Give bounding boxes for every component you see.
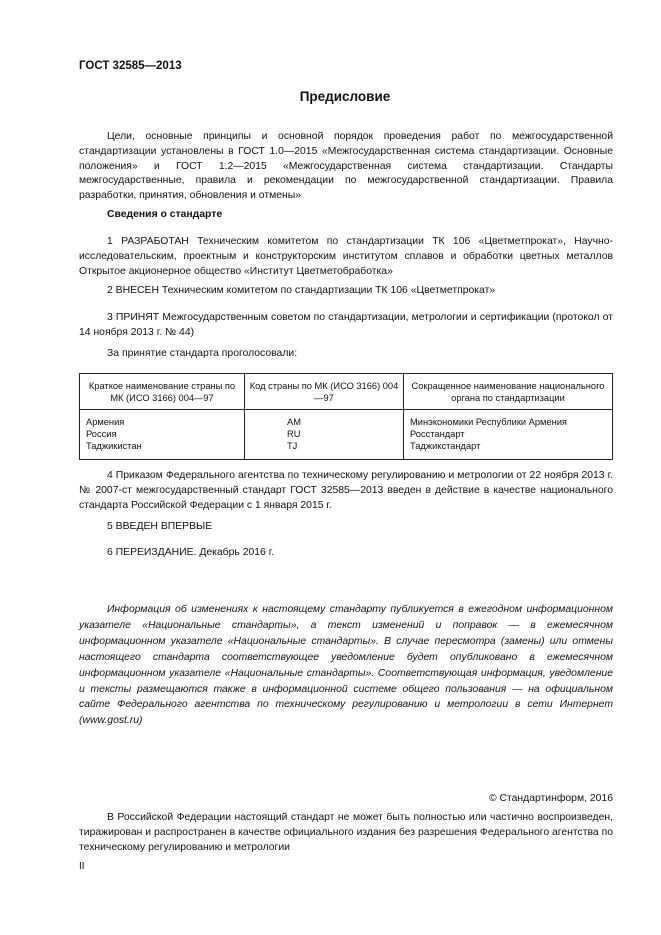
item-4-paragraph: 4 Приказом Федерального агентства по техническому регулированию и метрологии от 22 ноября 2013 г. № 2007-ст межгосударственный стандарт ГОСТ 32585—2013 введен в действие в качестве национального стандарта Российской Федерации с 1 января 2015 г. [79,470,613,511]
page-number: II [79,861,85,872]
item-3-paragraph: 3 ПРИНЯТ Межгосударственным советом по стандартизации, метрологии и сертификации (протокол от 14 ноября 2013 г. № 44) [79,312,613,338]
bodies-cell [404,410,613,460]
codes-cell [245,410,404,460]
vote-table [79,373,613,460]
item-5-paragraph: 5 ВВЕДЕН ВПЕРВЫЕ [107,521,213,532]
document-code: ГОСТ 32585—2013 [79,60,182,72]
countries-cell [80,410,245,460]
copyright-line: © Стандартинформ, 2016 [488,793,613,804]
country-name: Армения [86,417,125,427]
item-6-paragraph: 6 ПЕРЕИЗДАНИЕ. Декабрь 2016 г. [107,547,275,558]
voted-label: За принятие стандарта проголосовали: [107,348,298,359]
header-country: Краткое наименование страны по МК (ИСО 3166) 004—97 [80,374,245,410]
country-code: AM [287,417,301,427]
info-heading: Сведения о стандарте [107,209,223,220]
intro-paragraph: Цели, основные принципы и основной порядок проведения работ по межгосударственной стандартизации установлены в ГОСТ 1.0—2015 «Межгосударственная система стандартизации. Основные положения» и ГОСТ 1.2—2015 «Межгосударственная система стандартизации. Стандарты межгосударственные, правила и рекомендации по межгосударственной стандартизации. Правила разработки, принятия, обновления и отмены» [79,131,613,202]
country-code: TJ [287,441,298,451]
reproduction-notice: В Российской Федерации настоящий стандарт не может быть полностью или частично воспроизведен, тиражирован и распространен в качестве официального издания без разрешения Федерального агентства по техническому регулированию и метрологии [79,812,613,853]
standards-body: Минэкономики Республики Армения [410,417,567,427]
item-1-paragraph: 1 РАЗРАБОТАН Техническим комитетом по стандартизации ТК 106 «Цветметпрокат», Научно-исследовательским, проектным и конструкторским институтом сплавов и обработки цветных металлов Открытое акционерное общество «Институт Цветметобработка» [79,236,613,277]
vote-table-header-row [80,374,613,410]
item-2-paragraph: 2 ВНЕСЕН Техническим комитетом по стандартизации ТК 106 «Цветметпрокат» [107,285,496,296]
country-name: Россия [86,429,117,439]
header-code: Код страны по МК (ИСО 3166) 004—97 [245,374,404,410]
standards-body: Росстандарт [410,429,465,439]
country-name: Таджикистан [86,441,142,451]
country-code: RU [287,429,301,439]
header-body: Сокращенное наименование национального органа по стандартизации [404,374,613,410]
page-title: Предисловие [299,89,391,104]
vote-table-row [80,410,613,460]
standards-body: Таджикстандарт [410,441,481,451]
notice-paragraph: Информация об изменениях к настоящему стандарту публикуется в ежегодном информационном указателе «Национальные стандарты», а текст изменений и поправок — в ежемесячном информационном указателе «Национальные стандарты». В случае пересмотра (замены) или отмены настоящего стандарта соответствующее уведомление будет опубликовано в ежемесячном информационном указателе «Национальные стандарты». Соответствующая информация, уведомление и тексты размещаются также в информационной системе общего пользования — на официальном сайте Федерального агентства по техническому регулированию и метрологии в сети Интернет (www.gost.ru) [79,604,613,727]
